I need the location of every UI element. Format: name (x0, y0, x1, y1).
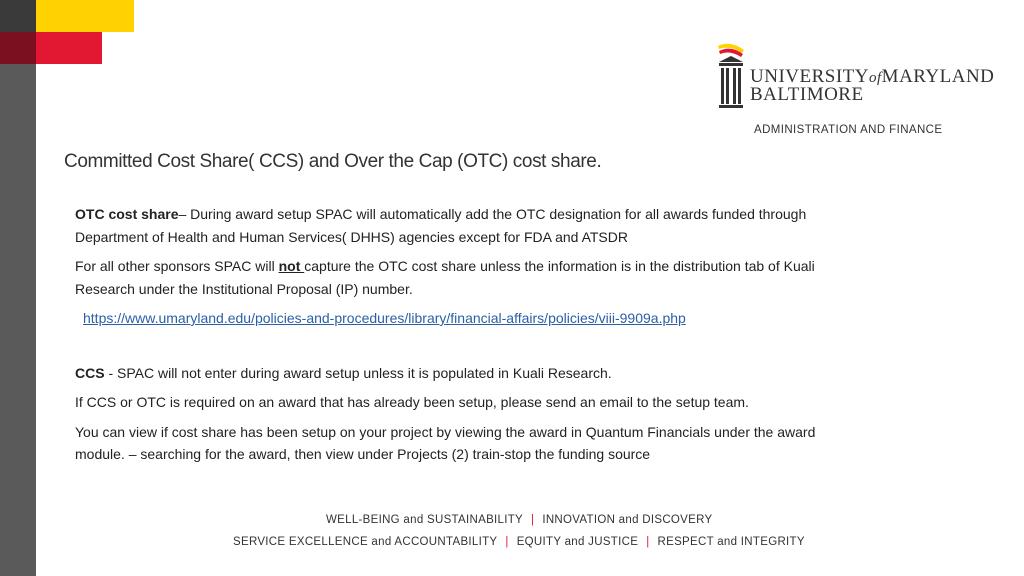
otc-label: OTC cost share (75, 206, 179, 222)
values-footer-row2: SERVICE EXCELLENCE and ACCOUNTABILITY | EQUITY and JUSTICE | RESPECT and INTEGRITY (233, 536, 805, 548)
not-emphasis: not (278, 258, 305, 274)
slide-body (75, 203, 845, 466)
slide-title: Committed Cost Share( CCS) and Over the Cap (OTC) cost share. (64, 151, 602, 172)
logo-subtitle: ADMINISTRATION AND FINANCE (754, 124, 943, 136)
policy-link[interactable]: https://www.umaryland.edu/policies-and-procedures/library/financial-affairs/policies/viii-9909a.php (83, 310, 686, 326)
logo-wordmark-line2: BALTIMORE (750, 84, 864, 105)
left-gray-stripe (0, 0, 36, 576)
policy-link-paragraph (75, 307, 845, 330)
other-sponsors-paragraph: For all other sponsors SPAC will not capture the OTC cost share unless the information is in the distribution tab of Kuali Research under the Institutional Proposal (IP) number. (75, 258, 815, 297)
logo-wordmark-line1: UNIVERSITYofMARYLAND (750, 66, 995, 87)
values-footer-row1: WELL-BEING and SUSTAINABILITY | INNOVATION and DISCOVERY (326, 514, 713, 526)
dark-corner-block (0, 0, 36, 32)
ccs-paragraph: CCS - SPAC will not enter during award setup unless it is populated in Kuali Research. (75, 364, 612, 381)
setup-paragraph: If CCS or OTC is required on an award that has already been setup, please send an email to the setup team. (75, 394, 749, 410)
otc-paragraph: OTC cost share– During award setup SPAC will automatically add the OTC designation for all awards funded through Department of Health and Human Services( DHHS) agencies except for FDA and ATSDR (75, 206, 807, 245)
dark-red-accent-block (0, 32, 36, 64)
yellow-accent-block (36, 0, 134, 32)
ccs-label: CCS (75, 364, 105, 381)
view-paragraph: You can view if cost share has been setup on your project by viewing the award in Quantum Financials under the award module. – searching for the award, then view under Projects (2) train-stop the funding source (75, 423, 816, 462)
